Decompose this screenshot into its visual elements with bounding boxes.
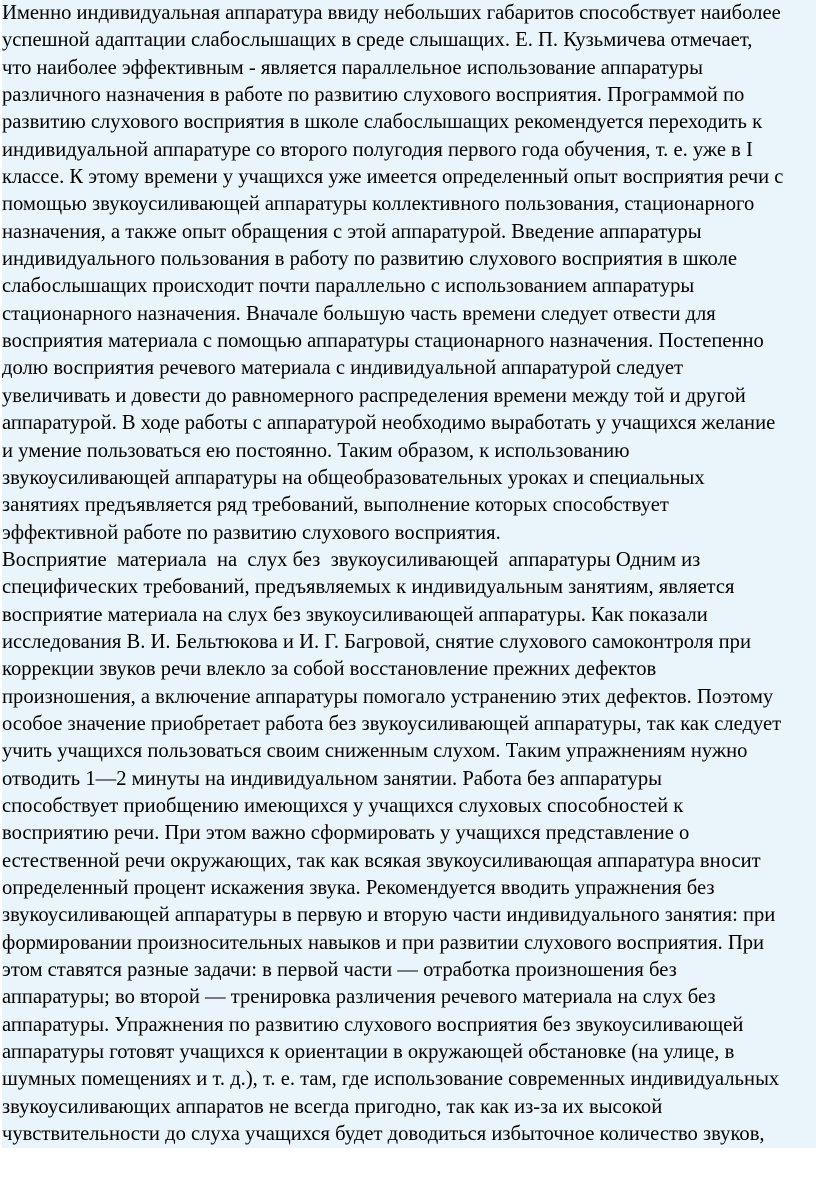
text-line-27: особое значение приобретает работа без звукоусиливающей аппаратуры, так как следует	[2, 711, 816, 738]
text-line-11: слабослышащих происходит почти параллельно с использованием аппаратуры	[2, 273, 816, 300]
text-line-22: специфических требований, предъявляемых к индивидуальным занятиям, является	[2, 574, 816, 601]
text-line-1: Именно индивидуальная аппаратура ввиду небольших габаритов способствует наиболее	[2, 0, 816, 27]
text-line-16: аппаратурой. В ходе работы с аппаратурой необходимо выработать у учащихся желание	[2, 410, 816, 437]
text-line-8: помощью звукоусиливающей аппаратуры коллективного пользования, стационарного	[2, 191, 816, 218]
text-line-29: отводить 1—2 минуты на индивидуальном занятии. Работа без аппаратуры	[2, 766, 816, 793]
text-line-2: успешной адаптации слабослышащих в среде слышащих. Е. П. Кузьмичева отмечает,	[2, 27, 816, 54]
text-line-31: восприятию речи. При этом важно сформировать у учащихся представление о	[2, 820, 816, 847]
text-line-30: способствует приобщению имеющихся у учащихся слуховых способностей к	[2, 793, 816, 820]
text-line-6: индивидуальной аппаратуре со второго полугодия первого года обучения, т. е. уже в I	[2, 137, 816, 164]
text-line-19: занятиях предъявляется ряд требований, выполнение которых способствует	[2, 492, 816, 519]
text-line-23: восприятие материала на слух без звукоусиливающей аппаратуры. Как показали	[2, 602, 816, 629]
text-line-14: долю восприятия речевого материала с индивидуальной аппаратурой следует	[2, 355, 816, 382]
text-line-26: произношения, а включение аппаратуры помогало устранению этих дефектов. Поэтому	[2, 684, 816, 711]
text-line-18: звукоусиливающей аппаратуры на общеобразовательных уроках и специальных	[2, 465, 816, 492]
text-line-32: естественной речи окружающих, так как всякая звукоусиливающая аппаратура вносит	[2, 848, 816, 875]
text-line-13: восприятия материала с помощью аппаратуры стационарного назначения. Постепенно	[2, 328, 816, 355]
text-line-21: Восприятие материала на слух без звукоусиливающей аппаратуры Одним из	[2, 547, 816, 574]
text-line-4: различного назначения в работе по развитию слухового восприятия. Программой по	[2, 82, 816, 109]
text-line-41: звукоусиливающих аппаратов не всегда пригодно, так как из-за их высокой	[2, 1094, 816, 1121]
text-line-33: определенный процент искажения звука. Рекомендуется вводить упражнения без	[2, 875, 816, 902]
text-line-28: учить учащихся пользоваться своим сниженным слухом. Таким упражнениям нужно	[2, 738, 816, 765]
text-line-7: классе. К этому времени у учащихся уже имеется определенный опыт восприятия речи с	[2, 164, 816, 191]
text-line-3: что наиболее эффективным - является параллельное использование аппаратуры	[2, 55, 816, 82]
text-line-38: аппаратуры. Упражнения по развитию слухового восприятия без звукоусиливающей	[2, 1012, 816, 1039]
text-line-40: шумных помещениях и т. д.), т. е. там, где использование современных индивидуальных	[2, 1066, 816, 1093]
text-line-35: формировании произносительных навыков и при развитии слухового восприятия. При	[2, 930, 816, 957]
text-line-36: этом ставятся разные задачи: в первой части — отработка произношения без	[2, 957, 816, 984]
text-line-25: коррекции звуков речи влекло за собой восстановление прежних дефектов	[2, 656, 816, 683]
text-line-34: звукоусиливающей аппаратуры в первую и вторую части индивидуального занятия: при	[2, 902, 816, 929]
text-line-24: исследования В. И. Бельтюкова и И. Г. Багровой, снятие слухового самоконтроля при	[2, 629, 816, 656]
text-line-42: чувствительности до слуха учащихся будет доводиться избыточное количество звуков,	[2, 1121, 816, 1148]
text-line-17: и умение пользоваться ею постоянно. Таким образом, к использованию	[2, 438, 816, 465]
text-line-20: эффективной работе по развитию слухового восприятия.	[2, 520, 816, 547]
text-line-10: индивидуального пользования в работу по развитию слухового восприятия в школе	[2, 246, 816, 273]
text-line-15: увеличивать и довести до равномерного распределения времени между той и другой	[2, 383, 816, 410]
text-line-39: аппаратуры готовят учащихся к ориентации в окружающей обстановке (на улице, в	[2, 1039, 816, 1066]
text-line-9: назначения, а также опыт обращения с этой аппаратурой. Введение аппаратуры	[2, 219, 816, 246]
text-line-5: развитию слухового восприятия в школе слабослышащих рекомендуется переходить к	[2, 109, 816, 136]
document-body-text	[2, 0, 816, 1148]
text-line-37: аппаратуры; во второй — тренировка различения речевого материала на слух без	[2, 984, 816, 1011]
text-line-12: стационарного назначения. Вначале большую часть времени следует отвести для	[2, 301, 816, 328]
